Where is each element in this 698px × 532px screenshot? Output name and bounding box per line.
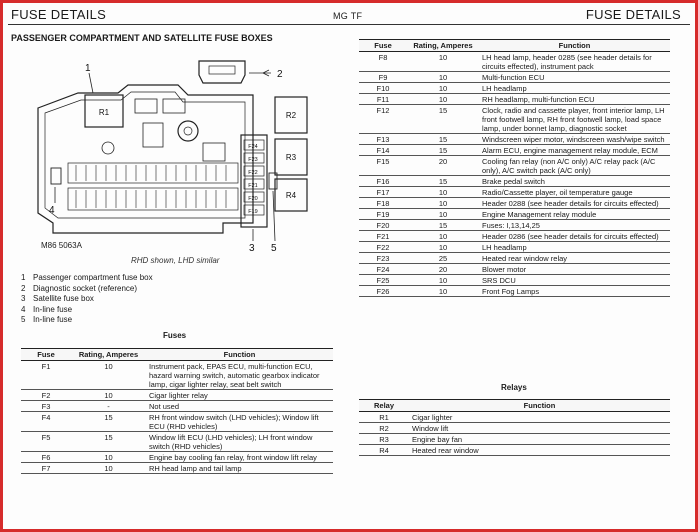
section-title: PASSENGER COMPARTMENT AND SATELLITE FUSE BOXES bbox=[11, 33, 273, 43]
col-header-function: Function bbox=[479, 40, 670, 52]
table-row: R1 Cigar lighter bbox=[359, 412, 670, 423]
table-row: F4 15 RH front window switch (LHD vehicles); Window lift ECU (RHD vehicles) bbox=[21, 412, 333, 432]
table-row: F21 10 Header 0286 (see header details for circuits effected) bbox=[359, 231, 670, 242]
table-row: F26 10 Front Fog Lamps bbox=[359, 286, 670, 297]
table-row: F3 - Not used bbox=[21, 401, 333, 412]
table-row: F16 15 Brake pedal switch bbox=[359, 176, 670, 187]
table-row: F14 15 Alarm ECU, engine management relay module, ECM bbox=[359, 145, 670, 156]
table-row: F2 10 Cigar lighter relay bbox=[21, 390, 333, 401]
table-row: F1 10 Instrument pack, EPAS ECU, multi-function ECU, hazard warning switch, automatic gearbox indicator lamp, cigar lighter relay, seat belt switch bbox=[21, 361, 333, 390]
relays-table bbox=[359, 399, 670, 456]
table-row: F9 10 Multi-function ECU bbox=[359, 72, 670, 83]
table-row: F5 15 Window lift ECU (LHD vehicles); LH front window switch (RHD vehicles) bbox=[21, 432, 333, 452]
sat-fuse-label-2: F23 bbox=[248, 157, 258, 163]
col-header-function: Function bbox=[409, 400, 670, 412]
relays-table-title: Relays bbox=[501, 383, 527, 392]
table-row: F17 10 Radio/Cassette player, oil temperature gauge bbox=[359, 187, 670, 198]
table-row: F11 10 RH headlamp, multi-function ECU bbox=[359, 94, 670, 105]
fuses-table-left bbox=[21, 348, 333, 474]
table-row: F6 10 Engine bay cooling fan relay, front window lift relay bbox=[21, 452, 333, 463]
legend-item: 5 In-line fuse bbox=[21, 315, 73, 324]
callout-1: 1 bbox=[85, 63, 91, 74]
table-row: F10 10 LH headlamp bbox=[359, 83, 670, 94]
header-right-title: FUSE DETAILS bbox=[585, 7, 681, 22]
col-header-rating: Rating, Amperes bbox=[71, 349, 146, 361]
col-header-rating: Rating, Amperes bbox=[407, 40, 479, 52]
legend-item: 3 Satellite fuse box bbox=[21, 294, 94, 303]
legend-item: 4 In-line fuse bbox=[21, 304, 73, 314]
callout-4: 4 bbox=[49, 205, 55, 216]
table-row: F20 15 Fuses: I,13,14,25 bbox=[359, 220, 670, 231]
col-header-function: Function bbox=[146, 349, 333, 361]
relay-label-r3: R3 bbox=[285, 153, 297, 162]
fuses-table-right bbox=[359, 39, 670, 297]
table-row: F7 10 RH head lamp and tail lamp bbox=[21, 463, 333, 474]
table-row: R4 Heated rear window bbox=[359, 445, 670, 456]
col-header-fuse: Fuse bbox=[359, 40, 407, 52]
header-rule bbox=[8, 24, 690, 25]
legend-list bbox=[21, 273, 153, 326]
sat-fuse-label-1: F24 bbox=[248, 144, 258, 150]
table-row: F15 20 Cooling fan relay (non A/C only) A/C relay pack (A/C only), A/C switch pack (A/C only) bbox=[359, 156, 670, 176]
sat-fuse-label-6: F19 bbox=[248, 209, 258, 215]
table-row: F24 20 Blower motor bbox=[359, 264, 670, 275]
diagram-caption: RHD shown, LHD similar bbox=[131, 256, 220, 265]
diagram-part-number: M86 5063A bbox=[41, 241, 82, 250]
sat-fuse-label-4: F21 bbox=[248, 183, 258, 189]
fuses-table-title: Fuses bbox=[163, 331, 187, 340]
table-row: R3 Engine bay fan bbox=[359, 434, 670, 445]
table-row: F8 10 LH head lamp, header 0285 (see header details for circuits effected), instrument pack bbox=[359, 52, 670, 72]
relay-label-r4: R4 bbox=[285, 191, 297, 200]
sat-fuse-label-5: F20 bbox=[248, 196, 258, 202]
col-header-relay: Relay bbox=[359, 400, 409, 412]
table-row: F13 15 Windscreen wiper motor, windscreen wash/wipe switch bbox=[359, 134, 670, 145]
table-row: F22 10 LH headlamp bbox=[359, 242, 670, 253]
callout-5: 5 bbox=[271, 243, 277, 254]
table-row: F19 10 Engine Management relay module bbox=[359, 209, 670, 220]
table-row: F23 25 Heated rear window relay bbox=[359, 253, 670, 264]
table-row: F18 10 Header 0288 (see header details for circuits effected) bbox=[359, 198, 670, 209]
table-row: F12 15 Clock, radio and cassette player, front interior lamp, LH front footwell lamp, RH front footwell lamp, load space lamp, under bonnet lamp, diagnostic socket bbox=[359, 105, 670, 134]
legend-item: 2 Diagnostic socket (reference) bbox=[21, 283, 138, 293]
table-row: F25 10 SRS DCU bbox=[359, 275, 670, 286]
table-row: R2 Window lift bbox=[359, 423, 670, 434]
relay-label-r1: R1 bbox=[98, 108, 110, 117]
callout-2: 2 bbox=[277, 69, 283, 80]
callout-3: 3 bbox=[249, 243, 255, 254]
sat-fuse-label-3: F22 bbox=[248, 170, 258, 176]
legend-item: 1 Passenger compartment fuse box bbox=[21, 273, 153, 282]
header-model: MG TF bbox=[333, 11, 363, 21]
col-header-fuse: Fuse bbox=[21, 349, 71, 361]
header-left-title: FUSE DETAILS bbox=[11, 7, 107, 22]
relay-label-r2: R2 bbox=[285, 111, 297, 120]
